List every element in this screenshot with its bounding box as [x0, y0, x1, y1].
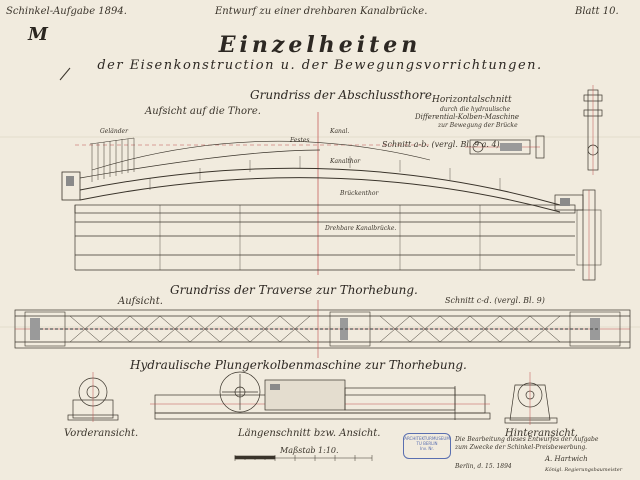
header-left: Schinkel-Aufgabe 1894.	[6, 6, 127, 17]
page-title: Einzelheiten	[218, 32, 422, 58]
horizontal-line4: zur Bewegung der Brücke	[438, 122, 518, 129]
signature: A. Hartwich	[545, 455, 588, 463]
label-vorderansicht: Vorderansicht.	[64, 428, 139, 439]
label-bruckenthor: Brückenthor	[340, 190, 379, 197]
label-festes: Festes	[290, 137, 310, 144]
section2-heading: Grundriss der Traverse zur Thorhebung.	[170, 283, 418, 297]
horizontal-title: Horizontalschnitt	[432, 95, 512, 105]
section1-heading: Grundriss der Abschlussthore.	[250, 88, 436, 102]
note-line1: Die Bearbeitung dieses Entwurfes der Aufgabe	[455, 436, 599, 443]
label-drehbare: Drehbare Kanalbrücke.	[325, 225, 397, 232]
label-gelander: Geländer	[100, 128, 128, 135]
note-line2: zum Zwecke der Schinkel-Preisbewerbung.	[455, 444, 588, 451]
label-kanalthor: Kanalthor	[330, 158, 361, 165]
section3-heading: Hydraulische Plungerkolbenmaschine zur Thorhebung.	[130, 358, 467, 372]
label-kanal: Kanal.	[330, 128, 350, 135]
header-center: Entwurf zu einer drehbaren Kanalbrücke.	[215, 6, 428, 17]
horizontal-line3: Differential-Kolben-Maschine	[415, 113, 520, 121]
label-hinteransicht: Hinteransicht.	[505, 428, 579, 439]
note-date: Berlin, d. 15. 1894	[455, 463, 512, 470]
hydraulic-machine	[68, 372, 557, 425]
page-subtitle: der Eisenkonstruction u. der Bewegungsvorrichtungen.	[97, 58, 543, 73]
stamp-line2: TU BERLIN	[416, 441, 438, 446]
stamp-line1: ARCHITEKTURMUSEUM	[404, 436, 450, 441]
section2-right-label: Schnitt c-d. (vergl. Bl. 9)	[445, 296, 545, 305]
section1-subheading: Aufsicht auf die Thore.	[145, 106, 261, 117]
scale-label: Maßstab 1:10.	[280, 446, 339, 455]
schnitt-ab: Schnitt a-b. (vergl. Bl. 9 a. 4)	[382, 140, 500, 149]
label-laengenschnitt: Längenschnitt bzw. Ansicht.	[238, 428, 381, 439]
museum-stamp	[403, 433, 451, 459]
scale-bar	[235, 455, 372, 461]
gates-plan	[62, 85, 602, 280]
note-role: Königl. Regierungsbaumeister	[545, 467, 623, 473]
stamp-line3: Inv. Nr.	[420, 446, 434, 451]
traverse-plan	[15, 300, 630, 358]
monogram: M	[28, 24, 48, 45]
section2-left-label: Aufsicht.	[118, 296, 163, 307]
header-right: Blatt 10.	[575, 6, 619, 17]
horizontal-line2: durch die hydraulische	[440, 106, 511, 113]
